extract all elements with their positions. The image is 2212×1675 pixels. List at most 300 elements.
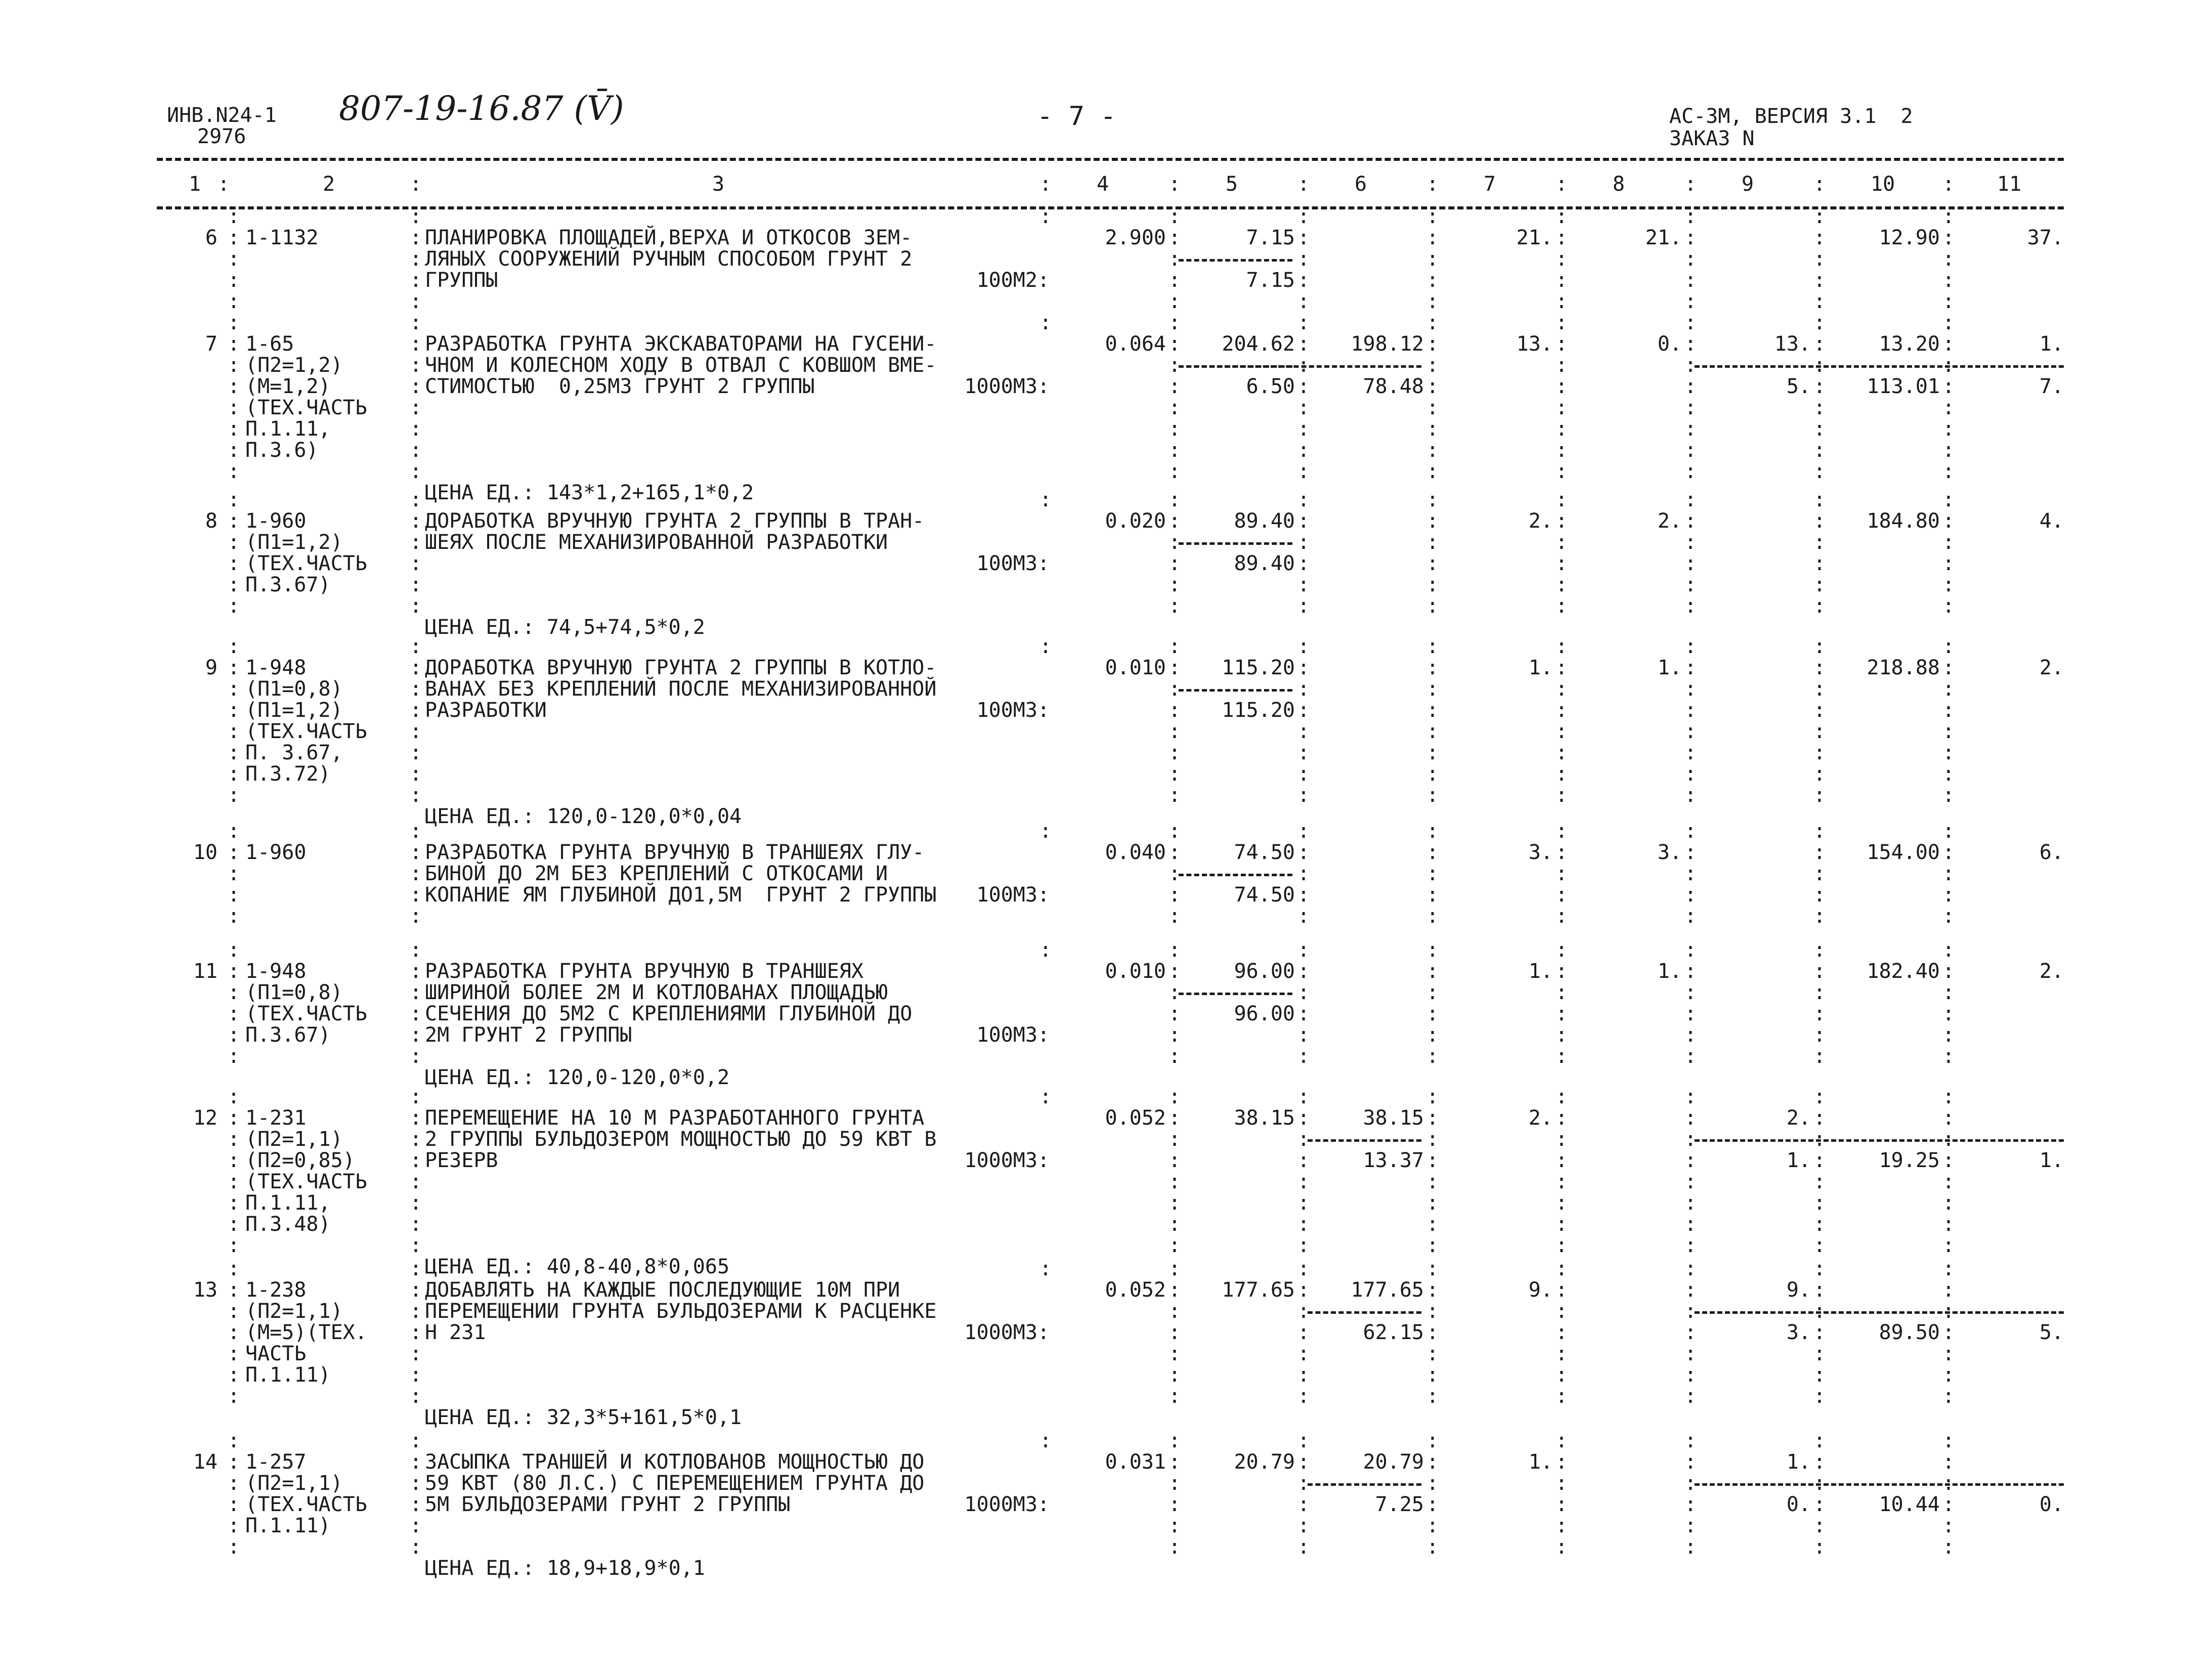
row-separator: : xyxy=(1942,741,1955,764)
row-separator: : xyxy=(1426,1493,1439,1516)
row-separator: : xyxy=(1813,594,1826,618)
row-separator: : xyxy=(1168,226,1181,249)
labor-cost-2: 3. xyxy=(1657,841,1682,864)
row-separator: : xyxy=(1168,635,1181,658)
row-separator: : xyxy=(1168,720,1181,743)
cell-subrule xyxy=(1695,1483,2064,1486)
row-separator: : xyxy=(1426,720,1439,743)
row-separator: : xyxy=(228,1450,240,1474)
cell-subrule xyxy=(1179,689,1292,692)
row-separator: : xyxy=(1555,1191,1568,1215)
row-separator: : xyxy=(1684,1257,1697,1280)
row-separator: : xyxy=(1168,960,1181,983)
row-separator: : xyxy=(1942,699,1955,722)
row-separator: : xyxy=(1684,594,1697,618)
row-separator: : xyxy=(1684,269,1697,292)
labor-cost: 9. xyxy=(1528,1278,1553,1302)
row-separator: : xyxy=(410,905,422,928)
row-separator: : xyxy=(1168,396,1181,419)
row-separator: : xyxy=(1942,247,1955,271)
row-separator: : xyxy=(1942,552,1955,575)
row-separator: : xyxy=(410,720,422,743)
row-separator: : xyxy=(1942,883,1955,907)
row-separator: : xyxy=(1039,1085,1052,1108)
row-separator: : xyxy=(1813,1002,1826,1025)
row-separator: : xyxy=(410,396,422,419)
row-separator: : xyxy=(1684,1535,1697,1559)
labor-cost-2: 21. xyxy=(1645,226,1682,249)
row-separator: : xyxy=(1297,1213,1310,1236)
row-separator: : xyxy=(1942,509,1955,533)
row-number: 8 xyxy=(205,509,218,533)
work-description: РАЗРАБОТКА ГРУНТА ЭКСКАВАТОРАМИ НА ГУСЕНИ- xyxy=(425,332,937,356)
row-separator: : xyxy=(410,247,422,271)
row-separator: : xyxy=(1555,1385,1568,1408)
unit-of-measure: 100М3: xyxy=(976,552,1050,575)
row-separator: : xyxy=(1426,247,1439,271)
row-separator: : xyxy=(1684,960,1697,983)
row-separator: : xyxy=(1168,1493,1181,1516)
unit-of-measure: 1000М3: xyxy=(964,1149,1050,1172)
row-separator: : xyxy=(1168,938,1181,962)
labor-cost: 1. xyxy=(1528,1450,1553,1474)
row-separator: : xyxy=(1684,247,1697,271)
cost-machine-wages: 13.37 xyxy=(1363,1149,1424,1172)
row-separator: : xyxy=(1555,1149,1568,1172)
row-separator: : xyxy=(1684,375,1697,398)
row-separator: : xyxy=(1813,290,1826,313)
row-separator: : xyxy=(228,269,240,292)
row-separator: : xyxy=(1168,509,1181,533)
cost-wages: 89.40 xyxy=(1234,552,1295,575)
row-separator: : xyxy=(1813,1493,1826,1516)
labor-hours: 13.20 xyxy=(1879,332,1940,356)
row-separator: : xyxy=(1813,905,1826,928)
row-separator: : xyxy=(1813,656,1826,679)
row-separator: : xyxy=(1684,1493,1697,1516)
row-separator: : xyxy=(1297,1363,1310,1387)
row-separator: : xyxy=(1555,290,1568,313)
rate-code: (ТЕХ.ЧАСТЬ xyxy=(245,1002,367,1025)
workers-machinists-2: 5. xyxy=(1786,375,1811,398)
labor-cost: 21. xyxy=(1516,226,1553,249)
row-separator: : xyxy=(1813,1300,1826,1323)
row-separator: : xyxy=(1555,656,1568,679)
row-separator: : xyxy=(1813,784,1826,807)
labor-cost: 1. xyxy=(1528,960,1553,983)
row-separator: : xyxy=(1426,1429,1439,1452)
row-separator: : xyxy=(1297,247,1310,271)
row-separator: : xyxy=(1168,531,1181,554)
work-description: ГРУППЫ xyxy=(425,269,498,292)
row-separator: : xyxy=(1426,862,1439,885)
row-separator: : xyxy=(410,1085,422,1108)
row-separator: : xyxy=(228,1472,240,1495)
work-description: ЛЯНЫХ СООРУЖЕНИЙ РУЧНЫМ СПОСОБОМ ГРУНТ 2 xyxy=(425,247,913,271)
row-separator: : xyxy=(1297,594,1310,618)
column-separator: : xyxy=(1684,173,1697,196)
page-number: - 7 - xyxy=(1037,101,1116,132)
row-separator: : xyxy=(410,1023,422,1047)
row-separator: : xyxy=(1297,741,1310,764)
workers-machinists: 1. xyxy=(1786,1450,1811,1474)
unit-price-formula: ЦЕНА ЕД.: 40,8-40,8*0,065 xyxy=(425,1255,730,1278)
row-separator: : xyxy=(1297,1234,1310,1257)
row-separator: : xyxy=(1297,1170,1310,1193)
row-separator: : xyxy=(1555,981,1568,1004)
row-separator: : xyxy=(1426,396,1439,419)
labor-hours-2: 19.25 xyxy=(1879,1149,1940,1172)
row-separator: : xyxy=(1684,1170,1697,1193)
rate-code: П.3.67) xyxy=(245,1023,331,1047)
row-separator: : xyxy=(1942,1472,1955,1495)
row-separator: : xyxy=(1168,1002,1181,1025)
row-separator: : xyxy=(1297,354,1310,377)
row-separator: : xyxy=(1168,1514,1181,1537)
row-separator: : xyxy=(1942,290,1955,313)
row-separator: : xyxy=(1813,1472,1826,1495)
row-separator: : xyxy=(1555,1514,1568,1537)
row-separator: : xyxy=(1555,720,1568,743)
row-separator: : xyxy=(1168,1278,1181,1302)
labor-hours-total-2: 1. xyxy=(2039,1149,2064,1172)
row-separator: : xyxy=(1942,905,1955,928)
row-separator: : xyxy=(1297,1429,1310,1452)
row-separator: : xyxy=(1039,820,1052,843)
row-separator: : xyxy=(1297,439,1310,462)
rate-code: 1-238 xyxy=(245,1278,307,1302)
column-separator: : xyxy=(1297,173,1310,196)
row-separator: : xyxy=(410,1429,422,1452)
row-separator: : xyxy=(1813,1278,1826,1302)
row-separator: : xyxy=(1168,1149,1181,1172)
row-separator: : xyxy=(1297,205,1310,228)
column-header-2: 2 xyxy=(323,173,335,196)
row-separator: : xyxy=(228,396,240,419)
row-separator: : xyxy=(1297,417,1310,441)
workers-machinists: 13. xyxy=(1774,332,1811,356)
row-separator: : xyxy=(1555,531,1568,554)
cost-total-direct: 177.65 xyxy=(1222,1278,1295,1302)
row-separator: : xyxy=(228,677,240,701)
row-separator: : xyxy=(228,488,240,511)
row-separator: : xyxy=(1555,862,1568,885)
row-separator: : xyxy=(410,960,422,983)
row-separator: : xyxy=(228,332,240,356)
row-separator: : xyxy=(1813,269,1826,292)
row-separator: : xyxy=(228,439,240,462)
row-separator: : xyxy=(1942,862,1955,885)
row-separator: : xyxy=(410,1191,422,1215)
row-separator: : xyxy=(1942,820,1955,843)
row-separator: : xyxy=(1039,488,1052,511)
row-separator: : xyxy=(228,509,240,533)
row-separator: : xyxy=(228,226,240,249)
rate-code: (ТЕХ.ЧАСТЬ xyxy=(245,552,367,575)
row-separator: : xyxy=(410,656,422,679)
row-separator: : xyxy=(1426,226,1439,249)
row-separator: : xyxy=(1555,784,1568,807)
cost-machine-wages: 7.25 xyxy=(1375,1493,1424,1516)
cost-total-direct: 204.62 xyxy=(1222,332,1295,356)
cost-wages: 115.20 xyxy=(1222,699,1295,722)
row-separator: : xyxy=(1426,375,1439,398)
row-separator: : xyxy=(1942,1535,1955,1559)
labor-hours: 182.40 xyxy=(1867,960,1940,983)
row-separator: : xyxy=(1684,396,1697,419)
row-separator: : xyxy=(1555,1535,1568,1559)
cost-machine: 38.15 xyxy=(1363,1106,1424,1130)
row-separator: : xyxy=(1813,1321,1826,1344)
quantity: 0.052 xyxy=(1105,1278,1166,1302)
row-separator: : xyxy=(1168,862,1181,885)
rate-code: П.3.67) xyxy=(245,573,331,596)
row-separator: : xyxy=(1555,1128,1568,1151)
row-separator: : xyxy=(410,762,422,786)
row-separator: : xyxy=(1555,460,1568,483)
row-separator: : xyxy=(1168,460,1181,483)
rate-code: (М=1,2) xyxy=(245,375,331,398)
row-separator: : xyxy=(1684,531,1697,554)
row-separator: : xyxy=(1684,784,1697,807)
row-separator: : xyxy=(228,841,240,864)
work-description: ШИРИНОЙ БОЛЕЕ 2М И КОТЛОВАНАХ ПЛОЩАДЬЮ xyxy=(425,981,888,1004)
row-separator: : xyxy=(1555,841,1568,864)
row-separator: : xyxy=(228,460,240,483)
row-separator: : xyxy=(1813,1257,1826,1280)
cell-subrule xyxy=(1308,1311,1421,1314)
row-number: 12 xyxy=(193,1106,218,1130)
rate-code: П.3.6) xyxy=(245,439,319,462)
row-separator: : xyxy=(1426,460,1439,483)
row-separator: : xyxy=(410,741,422,764)
row-separator: : xyxy=(1555,311,1568,334)
row-separator: : xyxy=(410,1170,422,1193)
row-separator: : xyxy=(1426,509,1439,533)
row-separator: : xyxy=(410,1535,422,1559)
row-separator: : xyxy=(1813,552,1826,575)
row-separator: : xyxy=(1297,509,1310,533)
row-separator: : xyxy=(1297,1342,1310,1365)
row-separator: : xyxy=(1297,488,1310,511)
row-separator: : xyxy=(1813,439,1826,462)
cost-wages: 7.15 xyxy=(1246,269,1295,292)
rate-code: 1-948 xyxy=(245,960,307,983)
row-separator: : xyxy=(1684,1321,1697,1344)
row-separator: : xyxy=(1426,635,1439,658)
row-separator: : xyxy=(410,883,422,907)
row-separator: : xyxy=(410,1514,422,1537)
unit-of-measure: 1000М3: xyxy=(964,1493,1050,1516)
row-separator: : xyxy=(1684,981,1697,1004)
row-separator: : xyxy=(1942,1128,1955,1151)
row-separator: : xyxy=(1426,741,1439,764)
row-separator: : xyxy=(228,573,240,596)
row-separator: : xyxy=(410,1128,422,1151)
row-separator: : xyxy=(228,1257,240,1280)
row-separator: : xyxy=(228,375,240,398)
row-separator: : xyxy=(1684,290,1697,313)
row-separator: : xyxy=(1168,1045,1181,1068)
rate-code: 1-65 xyxy=(245,332,294,356)
row-separator: : xyxy=(1555,762,1568,786)
row-separator: : xyxy=(228,1535,240,1559)
row-separator: : xyxy=(1813,1149,1826,1172)
row-separator: : xyxy=(1942,1234,1955,1257)
row-separator: : xyxy=(228,594,240,618)
labor-cost: 3. xyxy=(1528,841,1553,864)
row-separator: : xyxy=(410,1300,422,1323)
row-separator: : xyxy=(1426,573,1439,596)
row-separator: : xyxy=(1426,1085,1439,1108)
row-separator: : xyxy=(1426,841,1439,864)
column-header-7: 7 xyxy=(1484,173,1496,196)
row-separator: : xyxy=(1942,226,1955,249)
row-separator: : xyxy=(1555,1002,1568,1025)
row-separator: : xyxy=(1684,552,1697,575)
row-separator: : xyxy=(1426,1363,1439,1387)
row-separator: : xyxy=(410,1045,422,1068)
row-separator: : xyxy=(1942,1106,1955,1130)
row-separator: : xyxy=(228,1321,240,1344)
row-separator: : xyxy=(1813,1429,1826,1452)
row-separator: : xyxy=(410,269,422,292)
row-separator: : xyxy=(1297,1300,1310,1323)
row-separator: : xyxy=(410,226,422,249)
row-separator: : xyxy=(1426,820,1439,843)
row-separator: : xyxy=(1426,677,1439,701)
work-description: Н 231 xyxy=(425,1321,486,1344)
row-separator: : xyxy=(1168,677,1181,701)
labor-cost-2: 1. xyxy=(1657,656,1682,679)
labor-hours-total: 2. xyxy=(2039,656,2064,679)
row-separator: : xyxy=(1297,531,1310,554)
row-separator: : xyxy=(1684,417,1697,441)
row-separator: : xyxy=(1426,1170,1439,1193)
row-separator: : xyxy=(410,1234,422,1257)
row-separator: : xyxy=(410,552,422,575)
work-description: ДОБАВЛЯТЬ НА КАЖДЫЕ ПОСЛЕДУЮЩИЕ 10М ПРИ xyxy=(425,1278,900,1302)
row-separator: : xyxy=(1297,460,1310,483)
row-separator: : xyxy=(1039,1429,1052,1452)
cell-subrule xyxy=(1179,993,1292,995)
row-number: 14 xyxy=(193,1450,218,1474)
inventory-number: ИНВ.N24-1 xyxy=(167,104,277,127)
row-separator: : xyxy=(1168,311,1181,334)
column-header-3: 3 xyxy=(712,173,725,196)
row-separator: : xyxy=(1813,1363,1826,1387)
quantity: 0.052 xyxy=(1105,1106,1166,1130)
labor-hours-total: 37. xyxy=(2027,226,2064,249)
row-separator: : xyxy=(1555,1363,1568,1387)
header-rule xyxy=(157,206,2064,209)
row-separator: : xyxy=(1297,862,1310,885)
column-separator: : xyxy=(1942,173,1955,196)
row-separator: : xyxy=(410,1321,422,1344)
cost-total-direct: 74.50 xyxy=(1234,841,1295,864)
row-separator: : xyxy=(1942,573,1955,596)
row-separator: : xyxy=(1813,509,1826,533)
row-separator: : xyxy=(228,820,240,843)
row-separator: : xyxy=(1426,656,1439,679)
row-separator: : xyxy=(1942,311,1955,334)
row-separator: : xyxy=(1426,1278,1439,1302)
row-separator: : xyxy=(410,354,422,377)
unit-of-measure: 100М3: xyxy=(976,883,1050,907)
cost-machine: 177.65 xyxy=(1351,1278,1424,1302)
row-separator: : xyxy=(228,862,240,885)
row-separator: : xyxy=(228,635,240,658)
column-header-9: 9 xyxy=(1742,173,1754,196)
row-separator: : xyxy=(410,784,422,807)
row-separator: : xyxy=(228,762,240,786)
row-separator: : xyxy=(1684,205,1697,228)
column-separator: : xyxy=(1426,173,1439,196)
row-separator: : xyxy=(1297,290,1310,313)
cost-total-direct: 89.40 xyxy=(1234,509,1295,533)
row-separator: : xyxy=(1297,375,1310,398)
row-separator: : xyxy=(1684,1149,1697,1172)
row-separator: : xyxy=(228,741,240,764)
row-separator: : xyxy=(1426,784,1439,807)
row-separator: : xyxy=(1942,1514,1955,1537)
unit-price-formula: ЦЕНА ЕД.: 120,0-120,0*0,2 xyxy=(425,1066,730,1089)
row-separator: : xyxy=(1555,1085,1568,1108)
row-separator: : xyxy=(1684,1045,1697,1068)
row-separator: : xyxy=(1426,1342,1439,1365)
row-separator: : xyxy=(1555,1106,1568,1130)
column-header-1: 1 xyxy=(189,173,201,196)
row-separator: : xyxy=(1813,332,1826,356)
cell-subrule xyxy=(1695,1311,2064,1314)
row-separator: : xyxy=(1426,205,1439,228)
quantity: 2.900 xyxy=(1105,226,1166,249)
work-description: ДОРАБОТКА ВРУЧНУЮ ГРУНТА 2 ГРУППЫ В КОТЛО- xyxy=(425,656,937,679)
row-separator: : xyxy=(1297,1385,1310,1408)
row-separator: : xyxy=(1684,762,1697,786)
row-separator: : xyxy=(1426,960,1439,983)
row-separator: : xyxy=(1426,1385,1439,1408)
row-separator: : xyxy=(1942,720,1955,743)
row-separator: : xyxy=(410,677,422,701)
row-separator: : xyxy=(1813,1385,1826,1408)
row-separator: : xyxy=(1168,439,1181,462)
row-separator: : xyxy=(1684,635,1697,658)
row-separator: : xyxy=(1813,417,1826,441)
row-separator: : xyxy=(1684,1191,1697,1215)
row-separator: : xyxy=(1168,417,1181,441)
rate-code: П.3.48) xyxy=(245,1213,331,1236)
rate-code: (П2=1,2) xyxy=(245,354,343,377)
row-separator: : xyxy=(1942,1429,1955,1452)
row-separator: : xyxy=(1426,1257,1439,1280)
row-separator: : xyxy=(1942,1363,1955,1387)
row-separator: : xyxy=(1297,1450,1310,1474)
row-separator: : xyxy=(1297,960,1310,983)
row-separator: : xyxy=(228,1429,240,1452)
row-separator: : xyxy=(1168,741,1181,764)
work-description: ЗАСЫПКА ТРАНШЕЙ И КОТЛОВАНОВ МОЩНОСТЬЮ ДО xyxy=(425,1450,925,1474)
row-separator: : xyxy=(1684,1363,1697,1387)
labor-cost-2: 1. xyxy=(1657,960,1682,983)
top-rule xyxy=(157,158,2064,161)
cost-machine-wages: 62.15 xyxy=(1363,1321,1424,1344)
row-separator: : xyxy=(1168,656,1181,679)
row-separator: : xyxy=(228,1023,240,1047)
row-separator: : xyxy=(1426,905,1439,928)
row-separator: : xyxy=(1942,1278,1955,1302)
row-separator: : xyxy=(1297,635,1310,658)
